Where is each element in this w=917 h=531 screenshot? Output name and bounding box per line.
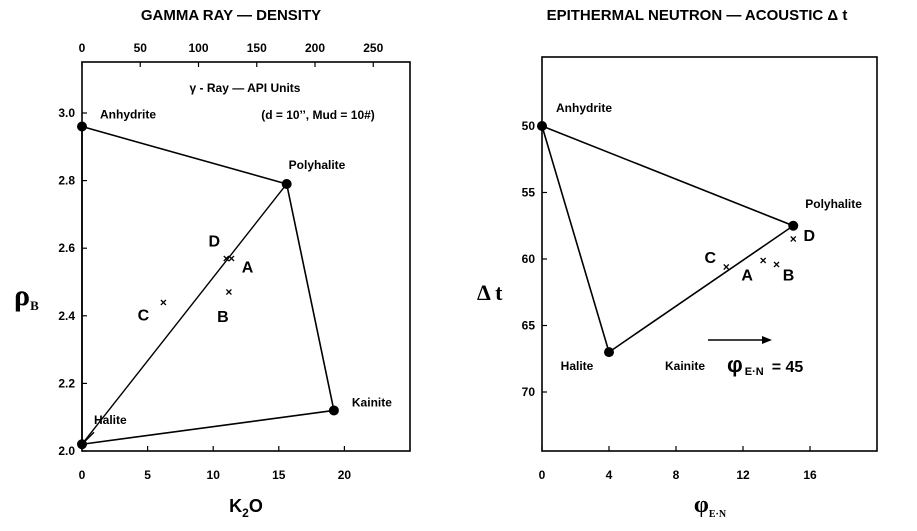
top-tick-label: 0	[78, 41, 86, 55]
y-tick-label: 65	[521, 318, 535, 333]
mineral-label: Polyhalite	[288, 157, 346, 172]
mineral-label: Halite	[94, 413, 127, 428]
y-tick-label: 2.4	[58, 308, 75, 323]
direction-arrowhead	[762, 336, 772, 344]
mineral-point-polyhalite	[282, 179, 292, 189]
sample-mark: ×	[159, 295, 167, 310]
chart-neutron-acoustic	[477, 7, 877, 520]
mineral-point-kainite	[329, 405, 339, 415]
x-tick-label: 8	[672, 468, 680, 482]
sample-label: D	[803, 228, 816, 246]
mineral-points	[77, 108, 392, 450]
top-tick-label: 150	[246, 41, 267, 55]
mineral-outline	[542, 126, 793, 352]
y-tick-label: 2.6	[58, 241, 75, 256]
sample-label: B	[217, 309, 229, 327]
y-tick-label: 3.0	[58, 106, 75, 120]
y-tick-label: 70	[521, 385, 535, 399]
sample-label: C	[137, 307, 150, 325]
x-axis-title-tail: O	[248, 496, 263, 516]
halite-polyhalite-line	[82, 184, 287, 444]
x-axis-title-sub: E·N	[708, 509, 727, 520]
chart-title: GAMMA RAY — DENSITY	[140, 7, 322, 24]
mineral-point-halite	[604, 347, 614, 357]
x-tick-label: 16	[803, 468, 817, 482]
top-axis-label: γ - Ray — API Units	[189, 81, 301, 95]
phi-annotation-sub: E·N	[744, 366, 764, 378]
sample-label: D	[208, 233, 221, 251]
mineral-point-polyhalite	[788, 221, 798, 231]
y-tick-label: 2.8	[58, 173, 75, 188]
top-axis-tick-labels	[79, 41, 384, 67]
x-tick-label: 0	[538, 468, 546, 482]
mineral-point-anhydrite	[77, 122, 87, 132]
x-tick-label: 5	[144, 468, 151, 482]
top-tick-label: 250	[363, 41, 384, 55]
x-axis-title	[694, 492, 727, 520]
mineral-label: Kainite	[351, 395, 392, 410]
mineral-point-anhydrite	[537, 121, 547, 131]
y-tick-label: 55	[521, 185, 535, 200]
y-tick-label: 60	[521, 252, 535, 266]
chart-gamma-density	[14, 7, 410, 520]
sample-mark: ×	[225, 285, 233, 300]
x-tick-label: 20	[337, 468, 352, 482]
x-axis-title-main: φ	[693, 492, 709, 518]
y-tick-label: 2.2	[58, 376, 75, 391]
sample-mark: ×	[722, 259, 730, 274]
y-tick-label: 2.0	[58, 444, 75, 458]
x-tick-label: 10	[206, 468, 220, 482]
x-tick-label: 15	[272, 468, 286, 482]
top-tick-label: 50	[133, 41, 147, 55]
sample-label: B	[782, 267, 795, 285]
sample-mark: ×	[772, 257, 781, 272]
phi-annotation-value: = 45	[771, 359, 804, 376]
mineral-label: Kainite	[664, 359, 706, 374]
sample-label: A	[241, 259, 254, 277]
sample-label: A	[741, 267, 753, 285]
x-axis-title-main: K	[229, 496, 243, 516]
y-tick-label: 50	[521, 119, 535, 133]
x-tick-label: 4	[605, 468, 613, 482]
mineral-triangle-lines	[82, 127, 334, 445]
top-tick-label: 200	[304, 41, 326, 55]
x-tick-label: 0	[78, 468, 86, 482]
mineral-label: Halite	[560, 359, 594, 374]
sample-mark: ×	[789, 232, 797, 247]
phi-annotation-symbol: φ	[727, 352, 743, 377]
top-tick-label: 100	[188, 41, 209, 55]
mineral-label: Anhydrite	[100, 107, 157, 122]
y-axis-title-sub: B	[30, 298, 39, 313]
y-axis-title	[14, 279, 39, 313]
y-axis-title: Δ t	[477, 280, 503, 305]
mineral-label: Polyhalite	[805, 196, 862, 211]
mineral-triangle-lines	[542, 126, 793, 352]
mineral-label: Anhydrite	[556, 101, 613, 115]
y-tick-labels	[522, 119, 547, 399]
plot-note: (d = 10’’, Mud = 10#)	[261, 108, 375, 122]
sample-mark: ×	[228, 251, 236, 266]
sample-mark: ×	[222, 251, 230, 266]
y-axis-title-main: ρ	[14, 279, 31, 312]
sample-label: C	[704, 249, 717, 267]
sample-mark: ×	[759, 253, 767, 268]
x-axis-title	[229, 496, 263, 520]
x-axis-title-sub: 2	[242, 506, 249, 520]
x-tick-label: 12	[736, 468, 750, 482]
chart-title: EPITHERMAL NEUTRON — ACOUSTIC Δ t	[546, 7, 848, 24]
phi-annotation	[727, 352, 803, 378]
